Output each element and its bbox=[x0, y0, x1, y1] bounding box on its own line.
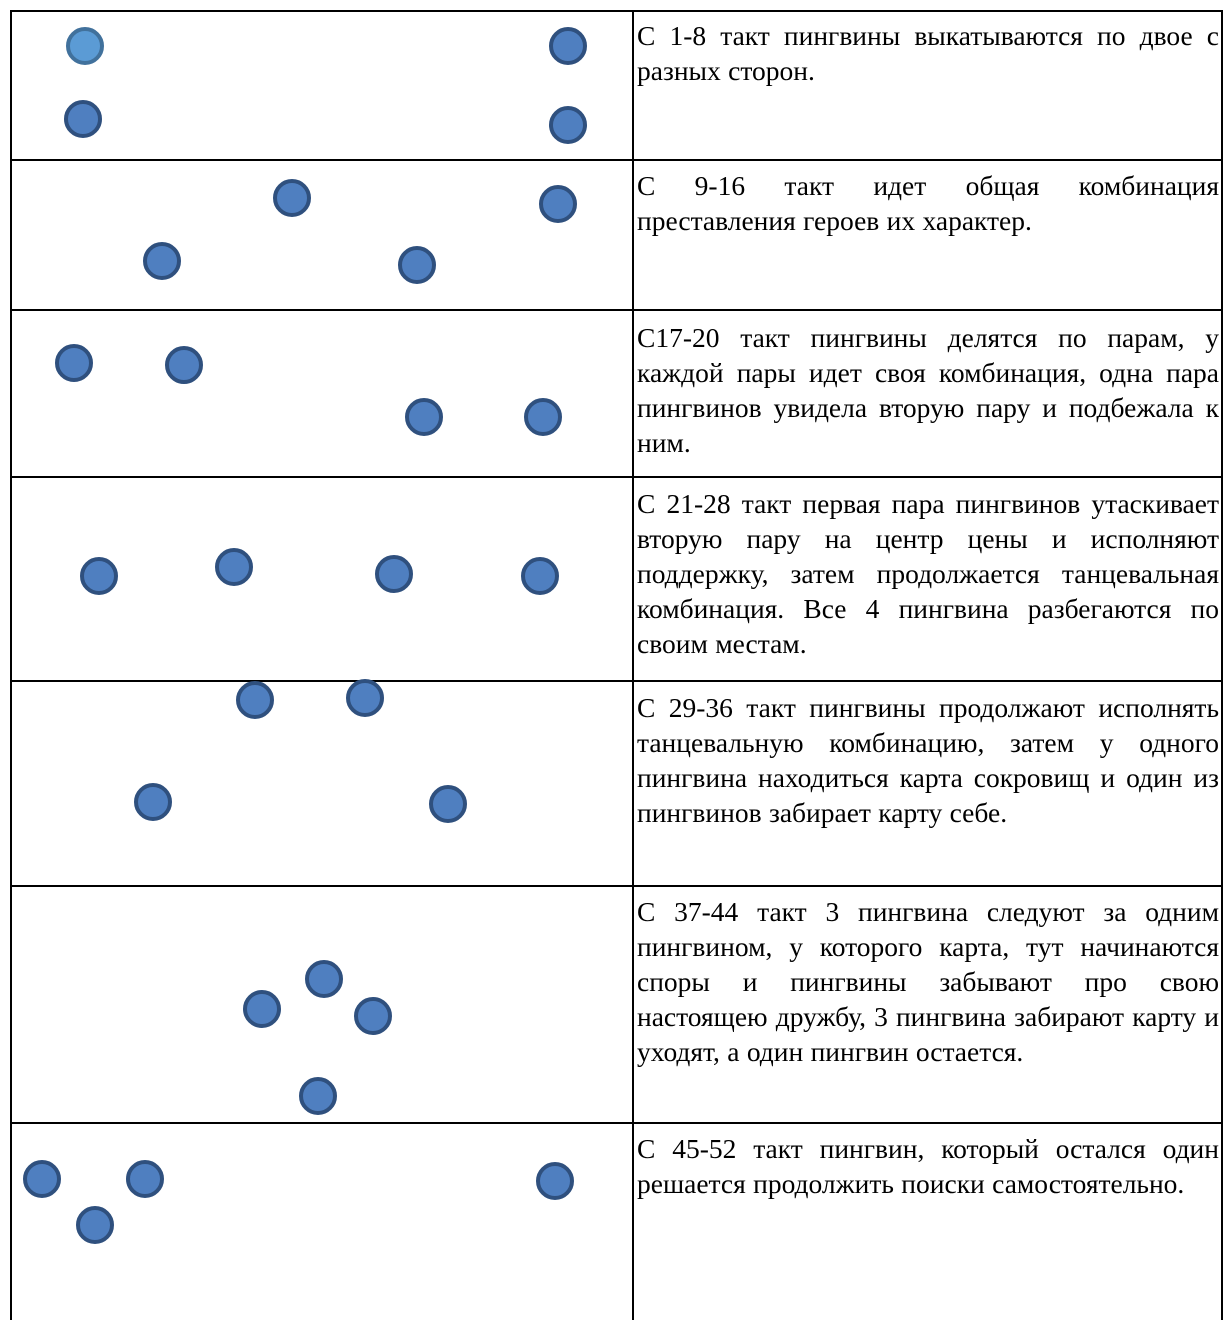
row-5-description: С 29-36 такт пингвины продолжают исполнять танцевальную комбинацию, затем у одного пингвина находиться карта сокровищ и один из пингвинов забирает карту себе. bbox=[637, 692, 1219, 828]
penguin-marker-icon bbox=[539, 185, 577, 223]
penguin-marker-icon bbox=[215, 548, 253, 586]
penguin-marker-icon bbox=[165, 346, 203, 384]
penguin-marker-icon bbox=[549, 27, 587, 65]
penguin-marker-icon bbox=[375, 555, 413, 593]
penguin-marker-icon bbox=[243, 990, 281, 1028]
penguin-marker-icon bbox=[346, 679, 384, 717]
penguin-marker-icon bbox=[236, 681, 274, 719]
penguin-marker-icon bbox=[521, 557, 559, 595]
penguin-marker-icon bbox=[354, 997, 392, 1035]
row-divider bbox=[10, 309, 1223, 311]
penguin-marker-icon bbox=[549, 106, 587, 144]
row-divider bbox=[10, 476, 1223, 478]
row-1-description: С 1-8 такт пингвины выкатываются по двое с разных сторон. bbox=[637, 20, 1219, 86]
row-4-description: С 21-28 такт первая пара пингвинов утаскивает вторую пару на центр цены и исполняют поддержку, затем продолжается танцевальная комбинация. Все 4 пингвина разбегаются по своим местам. bbox=[637, 488, 1219, 659]
row-6-description: С 37-44 такт 3 пингвина следуют за одним пингвином, у которого карта, тут начинаются споры и пингвины забывают про свою настоящею дружбу, 3 пингвина забирают карту и уходят, а один пингвин остается. bbox=[637, 896, 1219, 1067]
row-divider bbox=[10, 159, 1223, 161]
penguin-marker-icon bbox=[305, 960, 343, 998]
penguin-marker-icon bbox=[80, 557, 118, 595]
penguin-marker-icon bbox=[126, 1160, 164, 1198]
row-divider bbox=[10, 1122, 1223, 1124]
row-divider bbox=[10, 680, 1223, 682]
penguin-marker-icon bbox=[429, 785, 467, 823]
penguin-marker-icon bbox=[55, 344, 93, 382]
row-3-description: С17-20 такт пингвины делятся по парам, у каждой пары идет своя комбинация, одна пара пингвинов увидела вторую пару и подбежала к ним. bbox=[637, 322, 1219, 458]
penguin-marker-icon bbox=[134, 783, 172, 821]
penguin-marker-icon bbox=[66, 27, 104, 65]
table-border-top bbox=[10, 10, 1223, 12]
penguin-marker-icon bbox=[398, 246, 436, 284]
penguin-marker-icon bbox=[64, 100, 102, 138]
penguin-marker-icon bbox=[143, 242, 181, 280]
penguin-marker-icon bbox=[76, 1206, 114, 1244]
penguin-marker-icon bbox=[405, 398, 443, 436]
penguin-marker-icon bbox=[23, 1160, 61, 1198]
penguin-marker-icon bbox=[299, 1077, 337, 1115]
penguin-marker-icon bbox=[524, 398, 562, 436]
penguin-marker-icon bbox=[536, 1162, 574, 1200]
row-2-description: С 9-16 такт идет общая комбинация преставления героев их характер. bbox=[637, 170, 1219, 236]
penguin-marker-icon bbox=[273, 179, 311, 217]
row-divider bbox=[10, 885, 1223, 887]
row-7-description: С 45-52 такт пингвин, который остался один решается продолжить поиски самостоятельно. bbox=[637, 1133, 1219, 1199]
